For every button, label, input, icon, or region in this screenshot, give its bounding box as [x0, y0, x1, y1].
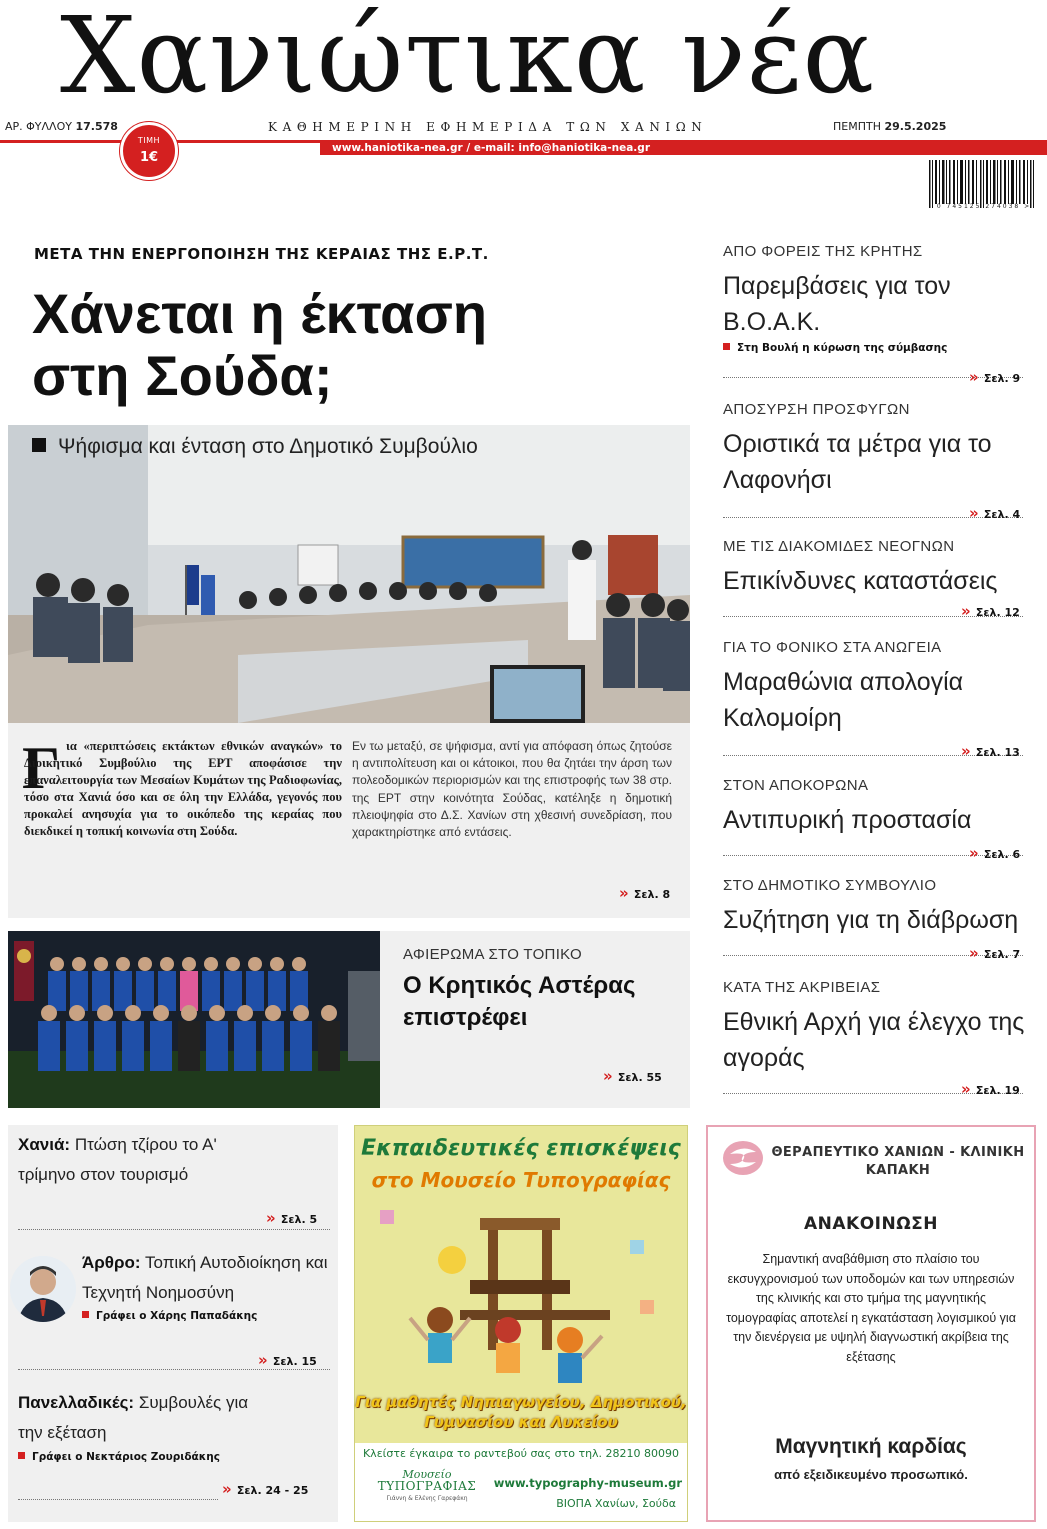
- author-avatar: [10, 1256, 76, 1322]
- brief-2-page-ref[interactable]: » Σελ. 4: [969, 504, 1020, 522]
- article-author: Γράφει ο Χάρης Παπαδάκης: [82, 1310, 257, 1322]
- feature-kicker: ΑΦΙΕΡΩΜΑ ΣΤΟ ΤΟΠΙΚΟ: [403, 946, 582, 963]
- bl-divider-3: [18, 1499, 218, 1500]
- exams-page-ref[interactable]: » Σελ. 24 - 25: [222, 1480, 308, 1498]
- barcode-digits: 0 745125 274038 >: [936, 203, 1032, 210]
- brief-1-page-ref[interactable]: » Σελ. 9: [969, 368, 1020, 386]
- issue-number: ΑΡ. ΦΥΛΛΟΥ 17.578: [5, 120, 118, 133]
- brief-6-page-ref[interactable]: » Σελ. 7: [969, 944, 1020, 962]
- headline-line-2: στη Σούδα;: [32, 344, 333, 407]
- brief-2-title[interactable]: Οριστικά τα μέτρα για το Λαφονήσι: [723, 430, 992, 494]
- newspaper-title: Χανιώτικα νέα: [60, 0, 876, 117]
- lead-page-ref[interactable]: » Σελ. 8: [619, 884, 670, 902]
- brief-3-page-ref[interactable]: » Σελ. 12: [961, 602, 1020, 620]
- brief-4-kicker: ΓΙΑ ΤΟ ΦΟΝΙΚΟ ΣΤΑ ΑΝΩΓΕΙΑ: [723, 639, 942, 656]
- article-item[interactable]: Άρθρο: Τοπική Αυτοδιοίκηση και Τεχνητή Νοημοσύνη: [82, 1253, 328, 1302]
- exams-item[interactable]: Πανελλαδικές: Συμβουλές για την εξέταση: [18, 1393, 249, 1442]
- team-photo: [8, 931, 380, 1108]
- lead-subhead: Ψήφισμα και ένταση στο Δημοτικό Συμβούλιο: [32, 435, 478, 459]
- price-badge: [120, 122, 178, 180]
- feature-page-ref[interactable]: » Σελ. 55: [603, 1067, 662, 1085]
- masthead: [0, 0, 1047, 235]
- museum-logo-top: Μουσείο: [402, 1468, 452, 1481]
- price-label: ΤΙΜΗ: [137, 136, 161, 145]
- lead-headline[interactable]: [32, 283, 672, 407]
- brief-5-kicker: ΣΤΟΝ ΑΠΟΚΟΡΩΝΑ: [723, 777, 869, 794]
- brief-1-kicker: ΑΠΟ ΦΟΡΕΙΣ ΤΗΣ ΚΡΗΤΗΣ: [723, 243, 923, 260]
- museum-logo-sub: Γιάννη & Ελένης Γαρεφάκη: [386, 1495, 468, 1502]
- brief-6-title[interactable]: Συζήτηση για τη διάβρωση: [723, 906, 1019, 934]
- museum-ad-address: ΒΙΟΠΑ Χανίων, Σούδα: [556, 1497, 676, 1510]
- museum-logo-name: ΤΥΠΟΓΡΑΦΙΑΣ: [377, 1479, 477, 1493]
- brief-7-page-ref[interactable]: » Σελ. 19: [961, 1080, 1020, 1098]
- brief-1-title[interactable]: Παρεμβάσεις για τον Β.Ο.Α.Κ.: [723, 272, 951, 336]
- clinic-body: Σημαντική αναβάθμιση στο πλαίσιο του εκσυγχρονισμού των υποδομών και των υπηρεσιών της κλινικής και στο τμήμα της μαγνητικής τομογραφίας αποτελεί η εγκατάσταση λογισμικού για την διενέργεια με υψηλή διαγνωστική ακρίβεια της εξέτασης: [726, 1252, 1016, 1364]
- clinic-name: ΘΕΡΑΠΕΥΤΙΚΟ ΧΑΝΙΩΝ - ΚΛΙΝΙΚΗ ΚΑΠΑΚΗ: [771, 1145, 1025, 1178]
- museum-ad-audience: Για μαθητές Νηπιαγωγείου, Δημοτικού, Γυμνασίου και Λυκείου: [355, 1393, 687, 1431]
- lead-kicker: ΜΕΤΑ ΤΗΝ ΕΝΕΡΓΟΠΟΙΗΣΗ ΤΗΣ ΚΕΡΑΙΑΣ ΤΗΣ Ε.Ρ.Τ.: [34, 245, 489, 263]
- url-text[interactable]: www.haniotika-nea.gr / e-mail: info@haniotika-nea.gr: [332, 142, 650, 154]
- feature-title[interactable]: Ο Κρητικός Αστέρας επιστρέφει: [403, 972, 636, 1031]
- headline-line-1: Χάνεται η έκταση: [32, 282, 488, 345]
- newspaper-subtitle: ΚΑΘΗΜΕΡΙΝΗ ΕΦΗΜΕΡΙΔΑ ΤΩΝ ΧΑΝΙΩΝ: [268, 120, 708, 134]
- museum-ad-subtitle: στο Μουσείο Τυπογραφίας: [371, 1168, 671, 1192]
- exams-author: Γράφει ο Νεκτάριος Ζουριδάκης: [18, 1451, 220, 1463]
- issue-date: ΠΕΜΠΤΗ 29.5.2025: [833, 120, 947, 133]
- tourism-item[interactable]: Χανιά: Πτώση τζίρου το Α' τρίμηνο στον τουρισμό: [18, 1135, 217, 1184]
- brief-2-kicker: ΑΠΟΣΥΡΣΗ ΠΡΟΣΦΥΓΩΝ: [723, 401, 910, 418]
- clinic-service: Μαγνητική καρδίας: [775, 1435, 967, 1458]
- price-value: 1€: [139, 150, 159, 165]
- lead-column-2: Εν τω μεταξύ, σε ψήφισμα, αντί για απόφαση όπως ζητούσε η αντιπολίτευση και οι κάτοικοι, που θα ζητάει την άρση των πολεοδομικών περιορισμών και της επιστροφής των 38 στρ. της ΕΡΤ στην κοινότητα Σούδας, κατέληξε η δημοτική πλειοψηφία στο Δ.Σ. Χανίων στη χθεσινή συνεδρίαση, που χαρακτηρίστηκε από εντάσεις.: [352, 739, 672, 840]
- bl-divider-1: [18, 1229, 330, 1230]
- brief-4-title[interactable]: Μαραθώνια απολογία Καλομοίρη: [723, 668, 964, 732]
- printing-press-illustration: [360, 1200, 682, 1392]
- brief-7-title[interactable]: Εθνική Αρχή για έλεγχο της αγοράς: [723, 1008, 1025, 1072]
- brief-5-title[interactable]: Αντιπυρική προστασία: [723, 806, 972, 834]
- council-meeting-photo: [8, 425, 690, 723]
- museum-ad-website[interactable]: www.typography-museum.gr: [493, 1476, 682, 1490]
- tourism-page-ref[interactable]: » Σελ. 5: [266, 1209, 317, 1227]
- lead-dropcap: Γ: [22, 735, 61, 801]
- lead-column-1: ια «περιπτώσεις εκτάκτων εθνικών αναγκών» το Διοικητικό Συμβούλιο της ΕΡΤ αποφάσισε την επαναλειτουργία των Μεσαίων Κυμάτων της Ραδιοφωνίας, τόσο στα Χανιά όσο και σε όλη την Ελλάδα, γεγονός που προκαλεί ανησυχία για το οικόπεδο της κεραίας που διεκδικεί η τοπική κοινωνία στη Σούδα.: [24, 739, 342, 838]
- brief-1-sub: Στη Βουλή η κύρωση της σύμβασης: [723, 342, 947, 354]
- brief-6-kicker: ΣΤΟ ΔΗΜΟΤΙΚΟ ΣΥΜΒΟΥΛΙΟ: [723, 877, 937, 894]
- clinic-heading: ΑΝΑΚΟΙΝΩΣΗ: [803, 1214, 938, 1234]
- brief-3-title[interactable]: Επικίνδυνες καταστάσεις: [723, 567, 998, 595]
- article-page-ref[interactable]: » Σελ. 15: [258, 1351, 317, 1369]
- museum-ad-title: Εκπαιδευτικές επισκέψεις: [361, 1136, 681, 1161]
- brief-4-page-ref[interactable]: » Σελ. 13: [961, 742, 1020, 760]
- bl-divider-2: [18, 1369, 330, 1370]
- url-bar[interactable]: [320, 141, 1047, 155]
- clinic-logo-icon: [722, 1140, 764, 1176]
- clinic-service-note: από εξειδικευμένο προσωπικό.: [774, 1467, 968, 1482]
- museum-ad-phone[interactable]: Κλείστε έγκαιρα το ραντεβού σας στο τηλ. 28210 80090: [362, 1447, 680, 1460]
- brief-3-kicker: ΜΕ ΤΙΣ ΔΙΑΚΟΜΙΔΕΣ ΝΕΟΓΝΩΝ: [723, 538, 955, 555]
- brief-7-kicker: ΚΑΤΑ ΤΗΣ ΑΚΡΙΒΕΙΑΣ: [723, 979, 881, 996]
- brief-5-page-ref[interactable]: » Σελ. 6: [969, 844, 1020, 862]
